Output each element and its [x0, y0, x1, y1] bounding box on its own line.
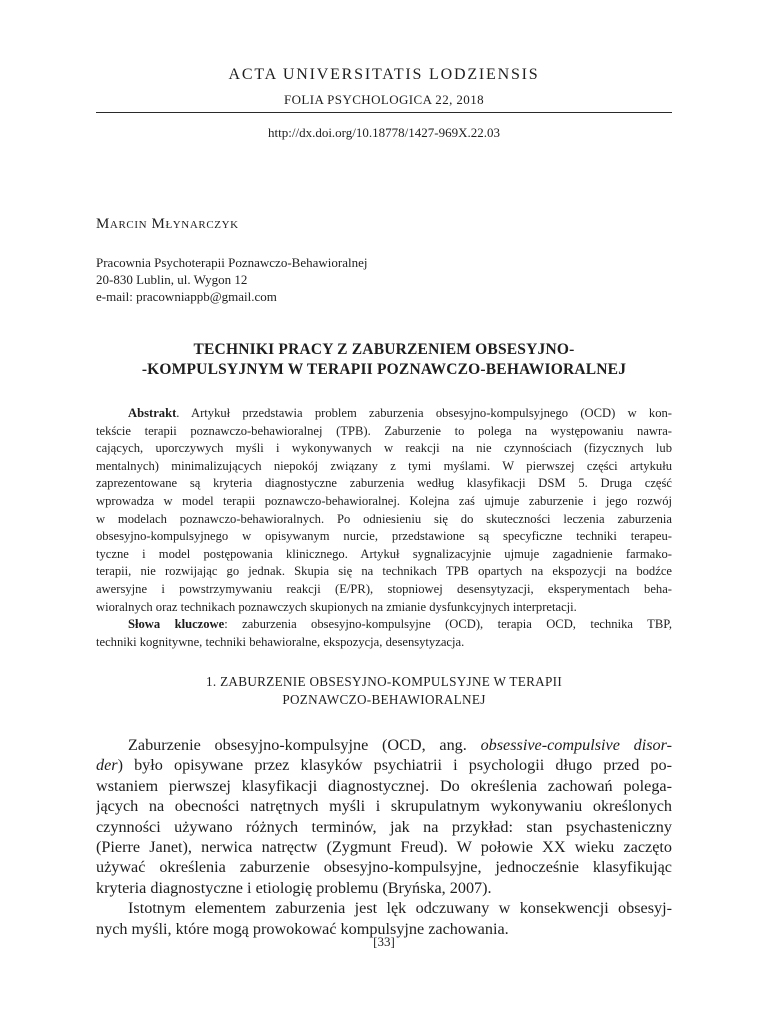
abstract: [96, 405, 672, 651]
body-line: kryteria diagnostyczne i etiologię problemu (Bryńska, 2007).: [96, 878, 492, 897]
keywords-line: techniki kognitywne, techniki behawioralne, ekspozycja, desensytyzacja.: [96, 634, 465, 649]
author-affiliation: [96, 254, 367, 305]
abstract-line: mentalnych) minimalizujących niepokój związany z tymi myślami. W pierwszej części artykułu: [96, 458, 672, 473]
body-line: wstaniem pierwszej klasyfikacji diagnostycznej. Do określenia zachowań polega-: [96, 776, 672, 795]
affiliation-email[interactable]: e-mail: pracowniappb@gmail.com: [96, 289, 277, 304]
title-line: -KOMPULSYJNYM W TERAPII POZNAWCZO-BEHAWIORALNEJ: [141, 361, 627, 378]
body-text: [96, 735, 672, 939]
section-heading-line: 1. ZABURZENIE OBSESYJNO-KOMPULSYJNE W TERAPII: [205, 674, 563, 689]
body-line: czynności używano różnych terminów, jak na przykład: stan psychasteniczny: [96, 817, 672, 836]
abstract-line: wprowadza w model terapii poznawczo-behawioralnej. Kolejna zaś ujmuje zaburzenie i jego rozwój: [96, 493, 672, 508]
article-title: [96, 340, 672, 380]
body-line: Istotnym elementem zaburzenia jest lęk odczuwany w konsekwencji obsesyj-: [128, 899, 672, 918]
abstract-line: Abstrakt. Artykuł przedstawia problem zaburzenia obsesyjno-kompulsyjnego (OCD) w kon-: [128, 406, 672, 420]
abstract-line: terapii, nie rozwijając go jednak. Skupia się na technikach TPB opartych na ekspozycji na bodźce: [96, 564, 672, 579]
abstract-line: zaprezentowane są kryteria diagnostyczne zaburzenia według klasyfikacji DSM 5. Druga część: [96, 476, 672, 491]
body-line: nych myśli, które mogą prowokować kompulsyjne zachowania.: [96, 919, 509, 938]
body-line: używać określenia zaburzenie obsesyjno-kompulsyjne, jednocześnie klasyfikując: [96, 858, 672, 877]
section-heading: [96, 673, 672, 709]
section-heading-line: POZNAWCZO-BEHAWIORALNEJ: [282, 692, 486, 707]
header-rule: [96, 112, 672, 113]
author-name: Marcin Młynarczyk: [96, 216, 239, 232]
page-number: [33]: [373, 934, 395, 949]
keywords-label: Słowa kluczowe: [128, 617, 225, 632]
keywords-line: Słowa kluczowe: zaburzenia obsesyjno-kompulsyjne (OCD), terapia OCD, technika TBP,: [128, 617, 672, 632]
body-line: jących na obecności natrętnych myśli i skrupulatnym wykonywaniu określonych: [96, 797, 672, 816]
body-line: der) było opisywane przez klasyków psychiatrii i psychologii długo przed po-: [96, 756, 672, 775]
abstract-line: tyczne i model postępowania klinicznego. Artykuł sygnalizacyjnie ujmuje zagadnienie farmako-: [96, 546, 672, 561]
body-line: (Pierre Janet), nerwica natręctw (Zygmunt Freud). W połowie XX wieku zaczęto: [96, 837, 672, 856]
doi-link[interactable]: http://dx.doi.org/10.18778/1427-969X.22.03: [268, 125, 500, 140]
journal-name: ACTA UNIVERSITATIS LODZIENSIS: [228, 66, 540, 83]
title-line: TECHNIKI PRACY Z ZABURZENIEM OBSESYJNO-: [193, 341, 575, 358]
abstract-label: Abstrakt: [128, 406, 177, 420]
abstract-line: w modelach poznawczo-behawioralnych. Po odniesieniu się do skuteczności leczenia zaburzenia: [96, 511, 672, 526]
abstract-line: cających, uporczywych myśli i wykonywanych w reakcji na nie czynnościach (fizycznych lub: [96, 441, 672, 456]
abstract-line: awersyjne i powstrzymywaniu reakcji (E/PR), stopniowej desensytyzacji, eksperymentach beha-: [96, 581, 672, 596]
affiliation-address: 20-830 Lublin, ul. Wygon 12: [96, 272, 248, 287]
abstract-line: tekście terapii poznawczo-behawioralnej (TPB). Zaburzenie to polega na występowaniu nawra-: [96, 423, 672, 438]
abstract-line: wioralnych oraz technikach poznawczych skupionych na zmianie dysfunkcyjnych interpretacji.: [96, 599, 577, 614]
journal-series: FOLIA PSYCHOLOGICA 22, 2018: [283, 92, 485, 107]
abstract-line: obsesyjno-kompulsyjnego w opisywanym nurcie, przedstawione są specyficzne techniki terapeu-: [96, 529, 672, 544]
english-term: der: [96, 756, 118, 775]
english-term: obsessive-compulsive disor-: [480, 736, 672, 754]
body-line: Zaburzenie obsesyjno-kompulsyjne (OCD, ang. obsessive-compulsive disor-: [128, 736, 672, 754]
affiliation-institution: Pracownia Psychoterapii Poznawczo-Behawioralnej: [96, 255, 368, 270]
